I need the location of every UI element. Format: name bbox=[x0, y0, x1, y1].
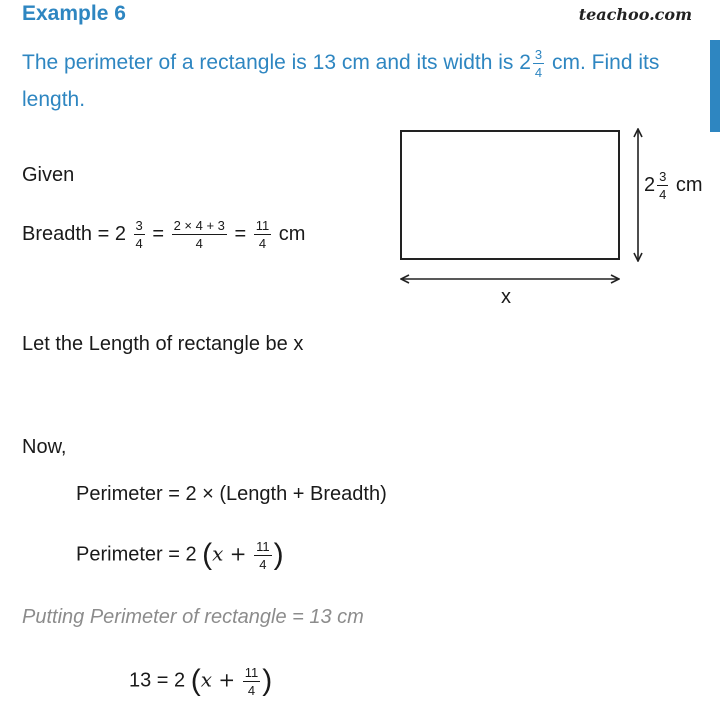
example-heading: Example 6 bbox=[22, 2, 126, 25]
width-label: 2 $\frac{3}{4}$ cm bbox=[644, 169, 703, 202]
perimeter-expression: Perimeter = 2 (x + $\frac{11}{4}$ ) bbox=[76, 538, 284, 572]
final-equation: 13 = 2 (x + $\frac{11}{4}$ ) bbox=[129, 664, 273, 698]
question-text-1: The perimeter of a rectangle is 13 cm and its width is 2 bbox=[22, 51, 531, 75]
final-fraction: $\frac{11}{4}$ bbox=[244, 664, 259, 698]
hint-line: Putting Perimeter of rectangle = 13 cm bbox=[22, 606, 364, 628]
close-paren: ) bbox=[273, 538, 284, 571]
question-text-2: cm. Find its bbox=[551, 51, 660, 75]
breadth-fraction-3: $\frac{11}{4}$ bbox=[255, 218, 270, 251]
breadth-fraction-2: $\frac{2 \times 4 + 3}{4}$ bbox=[173, 218, 225, 251]
breadth-fraction-1: $\frac{3}{4}$ bbox=[135, 218, 143, 251]
let-length-line: Let the Length of rectangle be x bbox=[22, 333, 304, 355]
length-label: x bbox=[501, 286, 511, 308]
now-label: Now, bbox=[22, 436, 67, 458]
edge-accent-bar bbox=[710, 40, 720, 132]
breadth-line: Breadth = 2 $\frac{3}{4}$ = $\frac{2 \times 4 + 3}{4}$ = $\frac{11}{4}$ cm bbox=[22, 218, 306, 251]
open-paren: ( bbox=[202, 538, 213, 571]
open-paren: ( bbox=[190, 664, 201, 697]
brand-logo: teachoo.com bbox=[578, 5, 692, 24]
perimeter-fraction: $\frac{11}{4}$ bbox=[256, 538, 270, 572]
rectangle-shape bbox=[401, 131, 619, 259]
perimeter-formula: Perimeter = 2 × (Length + Breadth) bbox=[76, 483, 387, 505]
question-line-2: length. bbox=[22, 88, 86, 111]
given-label: Given bbox=[22, 164, 75, 186]
rectangle-figure bbox=[390, 120, 712, 320]
question-fraction: $\frac{3}{4}$ bbox=[534, 47, 543, 80]
close-paren: ) bbox=[262, 664, 273, 697]
question-line-1 bbox=[22, 48, 659, 79]
